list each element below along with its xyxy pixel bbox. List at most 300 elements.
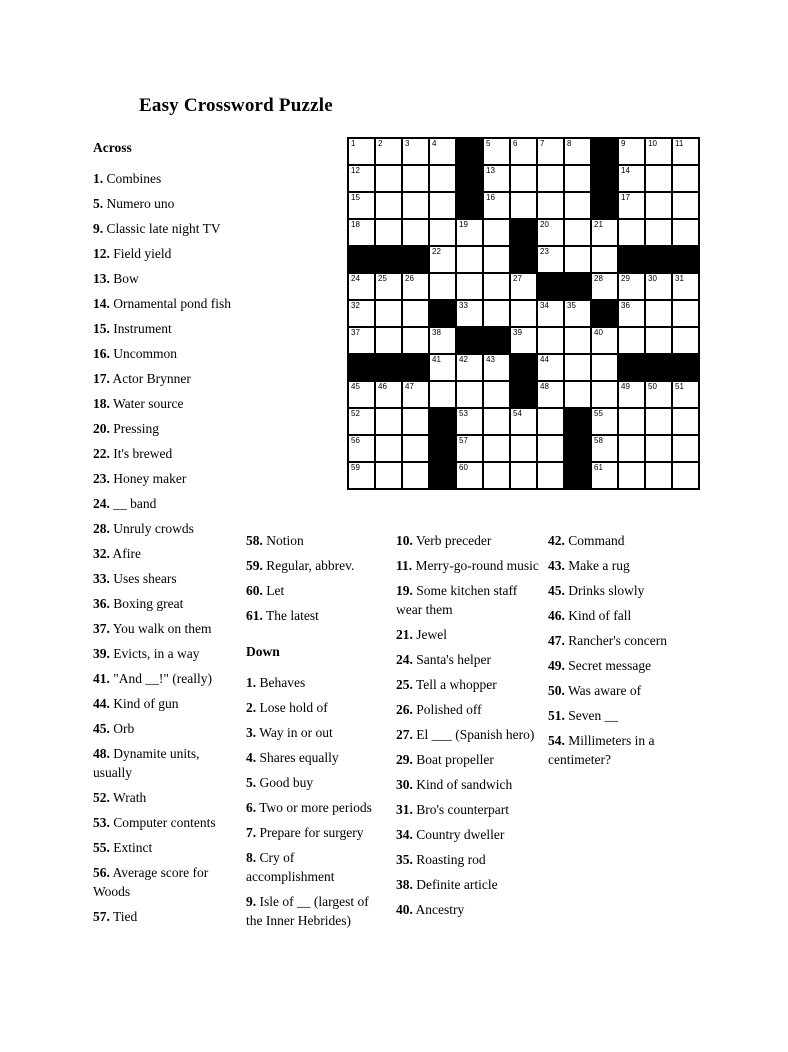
grid-cell-r1c4[interactable] — [429, 138, 456, 165]
grid-cell-r1c12[interactable] — [645, 138, 672, 165]
cell-number: 6 — [513, 139, 518, 148]
across-clue-list — [93, 169, 239, 926]
clue-across-18: 18. Water source — [93, 396, 184, 411]
clue-across-52: 52. Wrath — [93, 790, 147, 805]
grid-cell-r10c2[interactable] — [375, 381, 402, 408]
grid-cell-r10c3[interactable] — [402, 381, 429, 408]
clue-across-37: 37. You walk on them — [93, 621, 212, 636]
cell-number: 29 — [621, 274, 630, 283]
grid-cell-r1c9[interactable] — [564, 138, 591, 165]
grid-cell-r6c5[interactable] — [456, 273, 483, 300]
cell-number: 21 — [594, 220, 603, 229]
down-clue-list-continued-2 — [548, 531, 688, 769]
grid-cell-r5c5[interactable] — [456, 246, 483, 273]
grid-cell-r9c10[interactable] — [591, 354, 618, 381]
clue-down-35: 35. Roasting rod — [396, 852, 486, 867]
grid-cell-r12c5[interactable] — [456, 435, 483, 462]
clue-across-22: 22. It's brewed — [93, 446, 173, 461]
grid-cell-r9c4[interactable] — [429, 354, 456, 381]
clue-across-9: 9. Classic late night TV — [93, 221, 221, 236]
grid-cell-r13c1[interactable] — [348, 462, 375, 489]
cell-number: 27 — [513, 274, 522, 283]
grid-cell-r11c13[interactable] — [672, 408, 699, 435]
cell-number: 7 — [540, 139, 545, 148]
cell-number: 40 — [594, 328, 603, 337]
cell-number: 31 — [675, 274, 684, 283]
grid-cell-r8c1[interactable] — [348, 327, 375, 354]
cell-number: 2 — [378, 139, 383, 148]
cell-number: 15 — [351, 193, 360, 202]
grid-cell-r4c12[interactable] — [645, 219, 672, 246]
grid-cell-r4c6[interactable] — [483, 219, 510, 246]
black-cell-r7c10 — [591, 300, 618, 327]
clue-down-26: 26. Polished off — [396, 702, 482, 717]
black-cell-r4c7 — [510, 219, 537, 246]
grid-cell-r2c12[interactable] — [645, 165, 672, 192]
clue-across-24: 24. __ band — [93, 496, 157, 511]
grid-cell-r13c7[interactable] — [510, 462, 537, 489]
black-cell-r12c9 — [564, 435, 591, 462]
black-cell-r11c9 — [564, 408, 591, 435]
cell-number: 37 — [351, 328, 360, 337]
cell-number: 14 — [621, 166, 630, 175]
black-cell-r2c5 — [456, 165, 483, 192]
cell-number: 17 — [621, 193, 630, 202]
cell-number: 60 — [459, 463, 468, 472]
clue-down-8: 8. Cry of accomplishment — [246, 850, 335, 884]
grid-cell-r10c10[interactable] — [591, 381, 618, 408]
grid-cell-r3c7[interactable] — [510, 192, 537, 219]
grid-cell-r7c6[interactable] — [483, 300, 510, 327]
cell-number: 58 — [594, 436, 603, 445]
grid-cell-r13c3[interactable] — [402, 462, 429, 489]
grid-cell-r11c5[interactable] — [456, 408, 483, 435]
down-clue-list-continued — [396, 531, 539, 919]
black-cell-r13c4 — [429, 462, 456, 489]
black-cell-r6c8 — [537, 273, 564, 300]
grid-cell-r7c2[interactable] — [375, 300, 402, 327]
clue-across-17: 17. Actor Brynner — [93, 371, 191, 386]
black-cell-r11c4 — [429, 408, 456, 435]
grid-cell-r10c5[interactable] — [456, 381, 483, 408]
grid-cell-r9c8[interactable] — [537, 354, 564, 381]
grid-cell-r11c3[interactable] — [402, 408, 429, 435]
cell-number: 47 — [405, 382, 414, 391]
grid-cell-r4c13[interactable] — [672, 219, 699, 246]
grid-cell-r10c8[interactable] — [537, 381, 564, 408]
clue-across-14: 14. Ornamental pond fish — [93, 296, 231, 311]
grid-cell-r1c11[interactable] — [618, 138, 645, 165]
clue-across-56: 56. Average score for Woods — [93, 865, 209, 899]
grid-cell-r5c8[interactable] — [537, 246, 564, 273]
black-cell-r8c5 — [456, 327, 483, 354]
clue-across-23: 23. Honey maker — [93, 471, 187, 486]
clue-across-45: 45. Orb — [93, 721, 135, 736]
black-cell-r10c7 — [510, 381, 537, 408]
grid-cell-r8c13[interactable] — [672, 327, 699, 354]
clue-down-2: 2. Lose hold of — [246, 700, 328, 715]
black-cell-r9c2 — [375, 354, 402, 381]
across-heading: Across — [93, 140, 132, 155]
grid-cell-r11c7[interactable] — [510, 408, 537, 435]
cell-number: 9 — [621, 139, 626, 148]
grid-cell-r4c8[interactable] — [537, 219, 564, 246]
clue-across-61: 61. The latest — [246, 608, 319, 623]
clue-down-3: 3. Way in or out — [246, 725, 333, 740]
grid-cell-r8c7[interactable] — [510, 327, 537, 354]
clue-down-5: 5. Good buy — [246, 775, 314, 790]
grid-cell-r8c8[interactable] — [537, 327, 564, 354]
grid-cell-r2c6[interactable] — [483, 165, 510, 192]
clue-across-60: 60. Let — [246, 583, 285, 598]
grid-cell-r1c2[interactable] — [375, 138, 402, 165]
black-cell-r5c2 — [375, 246, 402, 273]
cell-number: 44 — [540, 355, 549, 364]
cell-number: 8 — [567, 139, 572, 148]
grid-cell-r3c8[interactable] — [537, 192, 564, 219]
crossword-grid — [347, 137, 700, 490]
grid-cell-r13c11[interactable] — [618, 462, 645, 489]
clue-down-51: 51. Seven __ — [548, 708, 619, 723]
clue-across-41: 41. "And __!" (really) — [93, 671, 212, 686]
grid-cell-r13c5[interactable] — [456, 462, 483, 489]
grid-cell-r12c11[interactable] — [618, 435, 645, 462]
clue-across-12: 12. Field yield — [93, 246, 172, 261]
grid-cell-r2c13[interactable] — [672, 165, 699, 192]
grid-cell-r3c12[interactable] — [645, 192, 672, 219]
grid-cell-r6c10[interactable] — [591, 273, 618, 300]
black-cell-r9c1 — [348, 354, 375, 381]
clues-column-2 — [246, 531, 381, 936]
grid-cell-r7c12[interactable] — [645, 300, 672, 327]
clue-down-7: 7. Prepare for surgery — [246, 825, 364, 840]
black-cell-r6c9 — [564, 273, 591, 300]
grid-cell-r2c11[interactable] — [618, 165, 645, 192]
cell-number: 41 — [432, 355, 441, 364]
clue-down-1: 1. Behaves — [246, 675, 306, 690]
black-cell-r13c9 — [564, 462, 591, 489]
clue-across-58: 58. Notion — [246, 533, 304, 548]
grid-cell-r10c12[interactable] — [645, 381, 672, 408]
grid-cell-r5c4[interactable] — [429, 246, 456, 273]
cell-number: 16 — [486, 193, 495, 202]
grid-cell-r11c1[interactable] — [348, 408, 375, 435]
grid-cell-r7c7[interactable] — [510, 300, 537, 327]
grid-cell-r2c9[interactable] — [564, 165, 591, 192]
grid-cell-r5c6[interactable] — [483, 246, 510, 273]
cell-number: 50 — [648, 382, 657, 391]
clue-across-44: 44. Kind of gun — [93, 696, 179, 711]
cell-number: 46 — [378, 382, 387, 391]
grid-cell-r4c10[interactable] — [591, 219, 618, 246]
clue-across-57: 57. Tied — [93, 909, 138, 924]
black-cell-r7c4 — [429, 300, 456, 327]
grid-cell-r6c12[interactable] — [645, 273, 672, 300]
cell-number: 52 — [351, 409, 360, 418]
grid-cell-r12c6[interactable] — [483, 435, 510, 462]
grid-cell-r3c6[interactable] — [483, 192, 510, 219]
grid-cell-r10c4[interactable] — [429, 381, 456, 408]
clues-column-3 — [396, 531, 539, 925]
clue-across-32: 32. Afire — [93, 546, 141, 561]
cell-number: 54 — [513, 409, 522, 418]
black-cell-r5c12 — [645, 246, 672, 273]
clue-down-50: 50. Was aware of — [548, 683, 642, 698]
grid-cell-r13c12[interactable] — [645, 462, 672, 489]
cell-number: 11 — [675, 139, 684, 148]
grid-cell-r6c4[interactable] — [429, 273, 456, 300]
cell-number: 51 — [675, 382, 684, 391]
grid-cell-r5c9[interactable] — [564, 246, 591, 273]
cell-number: 24 — [351, 274, 360, 283]
down-heading: Down — [246, 644, 280, 659]
grid-cell-r2c3[interactable] — [402, 165, 429, 192]
cell-number: 20 — [540, 220, 549, 229]
grid-cell-r12c3[interactable] — [402, 435, 429, 462]
cell-number: 30 — [648, 274, 657, 283]
clue-down-11: 11. Merry-go-round music — [396, 558, 539, 573]
cell-number: 5 — [486, 139, 491, 148]
grid-cell-r10c11[interactable] — [618, 381, 645, 408]
clue-down-34: 34. Country dweller — [396, 827, 505, 842]
black-cell-r9c7 — [510, 354, 537, 381]
grid-cell-r10c6[interactable] — [483, 381, 510, 408]
clue-across-1: 1. Combines — [93, 171, 162, 186]
grid-cell-r4c9[interactable] — [564, 219, 591, 246]
across-clues-column — [93, 138, 239, 932]
clue-across-59: 59. Regular, abbrev. — [246, 558, 355, 573]
grid-cell-r7c8[interactable] — [537, 300, 564, 327]
clue-down-4: 4. Shares equally — [246, 750, 339, 765]
grid-cell-r7c1[interactable] — [348, 300, 375, 327]
grid-cell-r13c2[interactable] — [375, 462, 402, 489]
grid-cell-r12c7[interactable] — [510, 435, 537, 462]
grid-cell-r12c8[interactable] — [537, 435, 564, 462]
grid-cell-r11c12[interactable] — [645, 408, 672, 435]
cell-number: 38 — [432, 328, 441, 337]
grid-cell-r8c4[interactable] — [429, 327, 456, 354]
clue-down-6: 6. Two or more periods — [246, 800, 372, 815]
grid-cell-r3c1[interactable] — [348, 192, 375, 219]
grid-cell-r2c2[interactable] — [375, 165, 402, 192]
cell-number: 33 — [459, 301, 468, 310]
clue-across-13: 13. Bow — [93, 271, 139, 286]
grid-cell-r13c6[interactable] — [483, 462, 510, 489]
black-cell-r1c10 — [591, 138, 618, 165]
clue-across-53: 53. Computer contents — [93, 815, 216, 830]
clue-down-27: 27. El ___ (Spanish hero) — [396, 727, 535, 742]
clue-across-28: 28. Unruly crowds — [93, 521, 194, 536]
black-cell-r5c3 — [402, 246, 429, 273]
grid-cell-r4c4[interactable] — [429, 219, 456, 246]
grid-cell-r11c2[interactable] — [375, 408, 402, 435]
grid-cell-r1c13[interactable] — [672, 138, 699, 165]
cell-number: 49 — [621, 382, 630, 391]
cell-number: 12 — [351, 166, 360, 175]
down-clue-list — [246, 673, 381, 930]
clue-down-25: 25. Tell a whopper — [396, 677, 497, 692]
grid-cell-r9c9[interactable] — [564, 354, 591, 381]
grid-cell-r6c7[interactable] — [510, 273, 537, 300]
grid-cell-r6c2[interactable] — [375, 273, 402, 300]
clue-across-20: 20. Pressing — [93, 421, 160, 436]
cell-number: 39 — [513, 328, 522, 337]
clue-down-46: 46. Kind of fall — [548, 608, 632, 623]
black-cell-r3c5 — [456, 192, 483, 219]
clue-across-55: 55. Extinct — [93, 840, 153, 855]
cell-number: 45 — [351, 382, 360, 391]
grid-cell-r3c11[interactable] — [618, 192, 645, 219]
grid-cell-r9c5[interactable] — [456, 354, 483, 381]
black-cell-r5c11 — [618, 246, 645, 273]
cell-number: 25 — [378, 274, 387, 283]
grid-cell-r4c5[interactable] — [456, 219, 483, 246]
black-cell-r5c1 — [348, 246, 375, 273]
grid-cell-r12c2[interactable] — [375, 435, 402, 462]
grid-cell-r8c12[interactable] — [645, 327, 672, 354]
grid-cell-r3c9[interactable] — [564, 192, 591, 219]
grid-cell-r11c6[interactable] — [483, 408, 510, 435]
grid-cell-r13c10[interactable] — [591, 462, 618, 489]
grid-cell-r1c7[interactable] — [510, 138, 537, 165]
grid-cell-r3c13[interactable] — [672, 192, 699, 219]
cell-number: 61 — [594, 463, 603, 472]
black-cell-r2c10 — [591, 165, 618, 192]
grid-cell-r10c1[interactable] — [348, 381, 375, 408]
across-clue-list-continued — [246, 531, 381, 625]
cell-number: 1 — [351, 139, 356, 148]
grid-cell-r1c3[interactable] — [402, 138, 429, 165]
grid-cell-r8c11[interactable] — [618, 327, 645, 354]
cell-number: 36 — [621, 301, 630, 310]
grid-cell-r4c2[interactable] — [375, 219, 402, 246]
grid-cell-r4c3[interactable] — [402, 219, 429, 246]
grid-cell-r7c9[interactable] — [564, 300, 591, 327]
grid-cell-r6c3[interactable] — [402, 273, 429, 300]
grid-cell-r8c3[interactable] — [402, 327, 429, 354]
grid-cell-r6c13[interactable] — [672, 273, 699, 300]
black-cell-r9c13 — [672, 354, 699, 381]
grid-cell-r9c6[interactable] — [483, 354, 510, 381]
cell-number: 42 — [459, 355, 468, 364]
grid-cell-r12c10[interactable] — [591, 435, 618, 462]
grid-cell-r2c8[interactable] — [537, 165, 564, 192]
grid-cell-r6c1[interactable] — [348, 273, 375, 300]
grid-cell-r4c1[interactable] — [348, 219, 375, 246]
cell-number: 57 — [459, 436, 468, 445]
page-title: Easy Crossword Puzzle — [139, 95, 333, 116]
black-cell-r5c13 — [672, 246, 699, 273]
black-cell-r1c5 — [456, 138, 483, 165]
grid-cell-r6c6[interactable] — [483, 273, 510, 300]
grid-cell-r4c11[interactable] — [618, 219, 645, 246]
clue-down-10: 10. Verb preceder — [396, 533, 492, 548]
clue-down-9: 9. Isle of __ (largest of the Inner Hebrides) — [246, 894, 369, 928]
cell-number: 35 — [567, 301, 576, 310]
black-cell-r9c11 — [618, 354, 645, 381]
grid-cell-r5c10[interactable] — [591, 246, 618, 273]
grid-cell-r1c6[interactable] — [483, 138, 510, 165]
grid-cell-r8c10[interactable] — [591, 327, 618, 354]
cell-number: 59 — [351, 463, 360, 472]
clue-down-21: 21. Jewel — [396, 627, 447, 642]
grid-cell-r6c11[interactable] — [618, 273, 645, 300]
cell-number: 22 — [432, 247, 441, 256]
grid-cell-r7c11[interactable] — [618, 300, 645, 327]
cell-number: 48 — [540, 382, 549, 391]
cell-number: 53 — [459, 409, 468, 418]
clue-down-42: 42. Command — [548, 533, 625, 548]
grid-cell-r2c7[interactable] — [510, 165, 537, 192]
cell-number: 13 — [486, 166, 495, 175]
cell-number: 28 — [594, 274, 603, 283]
clue-down-49: 49. Secret message — [548, 658, 652, 673]
clue-down-40: 40. Ancestry — [396, 902, 465, 917]
grid-cell-r2c4[interactable] — [429, 165, 456, 192]
clue-down-47: 47. Rancher's concern — [548, 633, 668, 648]
grid-cell-r8c2[interactable] — [375, 327, 402, 354]
grid-cell-r7c5[interactable] — [456, 300, 483, 327]
grid-cell-r3c3[interactable] — [402, 192, 429, 219]
grid-cell-r10c9[interactable] — [564, 381, 591, 408]
clue-down-38: 38. Definite article — [396, 877, 498, 892]
grid-cell-r13c8[interactable] — [537, 462, 564, 489]
grid-cell-r13c13[interactable] — [672, 462, 699, 489]
grid-cell-r7c13[interactable] — [672, 300, 699, 327]
cell-number: 43 — [486, 355, 495, 364]
clue-across-15: 15. Instrument — [93, 321, 172, 336]
clue-across-48: 48. Dynamite units, usually — [93, 746, 200, 780]
black-cell-r9c3 — [402, 354, 429, 381]
clue-across-36: 36. Boxing great — [93, 596, 184, 611]
grid-cell-r2c1[interactable] — [348, 165, 375, 192]
grid-cell-r11c10[interactable] — [591, 408, 618, 435]
cell-number: 4 — [432, 139, 437, 148]
grid-cell-r3c2[interactable] — [375, 192, 402, 219]
cell-number: 34 — [540, 301, 549, 310]
cell-number: 3 — [405, 139, 410, 148]
cell-number: 18 — [351, 220, 360, 229]
grid-cell-r11c11[interactable] — [618, 408, 645, 435]
grid-cell-r1c1[interactable] — [348, 138, 375, 165]
clue-down-19: 19. Some kitchen staff wear them — [396, 583, 518, 617]
cell-number: 19 — [459, 220, 468, 229]
clue-across-39: 39. Evicts, in a way — [93, 646, 200, 661]
grid-cell-r7c3[interactable] — [402, 300, 429, 327]
cell-number: 10 — [648, 139, 657, 148]
cell-number: 23 — [540, 247, 549, 256]
grid-cell-r3c4[interactable] — [429, 192, 456, 219]
clue-down-29: 29. Boat propeller — [396, 752, 494, 767]
grid-cell-r12c1[interactable] — [348, 435, 375, 462]
grid-cell-r8c9[interactable] — [564, 327, 591, 354]
grid-cell-r10c13[interactable] — [672, 381, 699, 408]
cell-number: 55 — [594, 409, 603, 418]
black-cell-r9c12 — [645, 354, 672, 381]
cell-number: 56 — [351, 436, 360, 445]
grid-cell-r12c12[interactable] — [645, 435, 672, 462]
grid-cell-r1c8[interactable] — [537, 138, 564, 165]
clues-column-4 — [548, 531, 688, 775]
clue-down-24: 24. Santa's helper — [396, 652, 492, 667]
black-cell-r12c4 — [429, 435, 456, 462]
clue-across-16: 16. Uncommon — [93, 346, 177, 361]
black-cell-r8c6 — [483, 327, 510, 354]
black-cell-r3c10 — [591, 192, 618, 219]
grid-cell-r11c8[interactable] — [537, 408, 564, 435]
clue-down-54: 54. Millimeters in a centimeter? — [548, 733, 655, 767]
grid-cell-r12c13[interactable] — [672, 435, 699, 462]
